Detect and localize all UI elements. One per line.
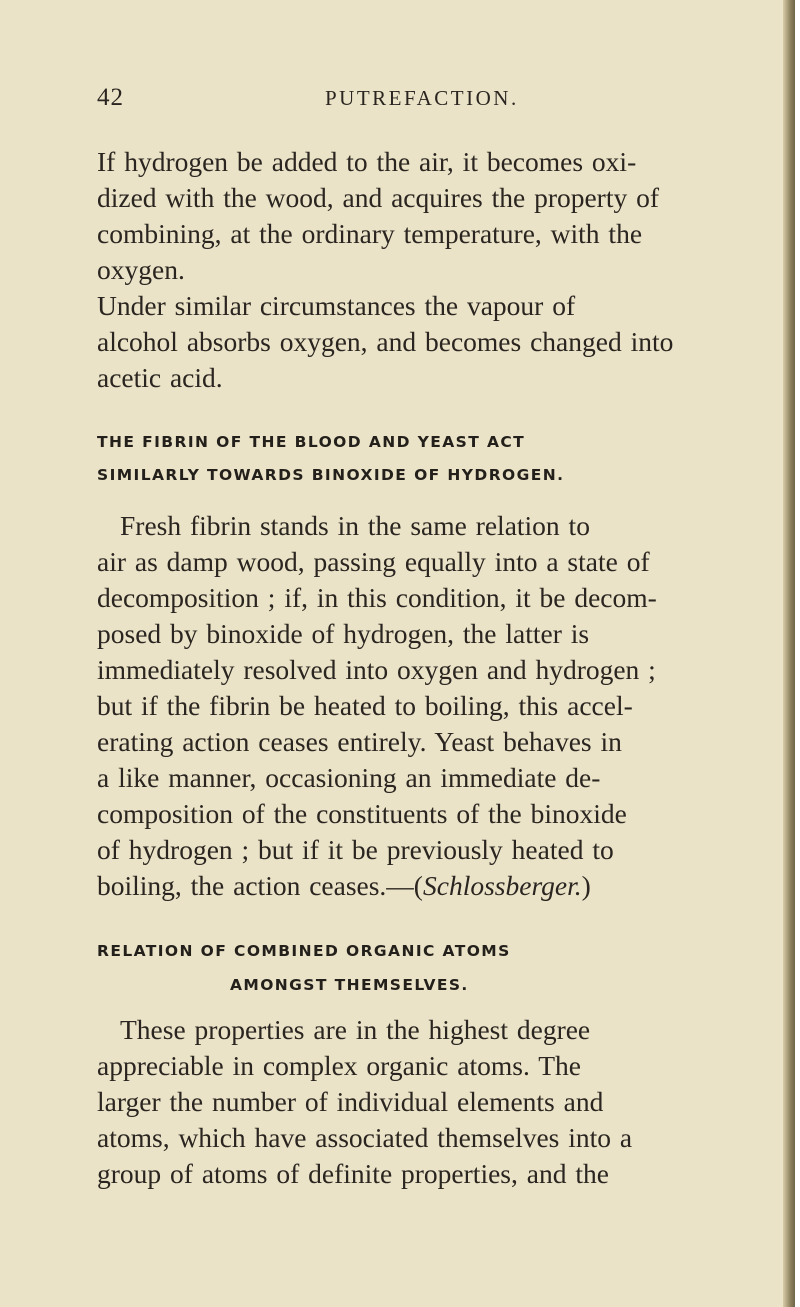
paragraph-3-line: immediately resolved into oxygen and hydrogen ; [97, 654, 656, 685]
paragraph-3-line-text: boiling, the action ceases.—( [97, 870, 423, 901]
paragraph-4-line: appreciable in complex organic atoms. The [97, 1050, 581, 1081]
paragraph-1-line: combining, at the ordinary temperature, with the [97, 218, 643, 249]
section-heading-line: AMONGST THEMSELVES. [230, 976, 469, 994]
paragraph-4-line: These properties are in the highest degree [120, 1014, 591, 1045]
paragraph-1-line: If hydrogen be added to the air, it becomes oxi- [97, 146, 637, 177]
paragraph-3-line: Fresh fibrin stands in the same relation to [120, 510, 590, 541]
paragraph-3-line: decomposition ; if, in this condition, it be decom- [97, 582, 657, 613]
paragraph-2-line: alcohol absorbs oxygen, and becomes changed into [97, 326, 674, 357]
paragraph-3-last-line [97, 870, 591, 902]
section-heading-line: RELATION OF COMBINED ORGANIC ATOMS [97, 942, 511, 960]
running-title: PUTREFACTION. [325, 86, 519, 110]
paragraph-3-line: composition of the constituents of the binoxide [97, 798, 627, 829]
paragraph-4-line: atoms, which have associated themselves into a [97, 1122, 633, 1153]
section-heading-line: THE FIBRIN OF THE BLOOD AND YEAST ACT [97, 433, 526, 451]
citation-close: ) [581, 870, 591, 901]
paragraph-3-line: posed by binoxide of hydrogen, the latter is [97, 618, 590, 649]
paragraph-3-line: a like manner, occasioning an immediate de- [97, 762, 601, 793]
paragraph-1-line: dized with the wood, and acquires the property of [97, 182, 660, 213]
paragraph-3-line: but if the fibrin be heated to boiling, this accel- [97, 690, 633, 721]
paragraph-3-line: erating action ceases entirely. Yeast behaves in [97, 726, 622, 757]
paragraph-1-line: oxygen. [97, 254, 185, 285]
paragraph-3-line: air as damp wood, passing equally into a state of [97, 546, 650, 577]
citation-author: Schlossberger. [422, 870, 582, 901]
page-edge-shadow [783, 0, 795, 1307]
paragraph-3-line: of hydrogen ; but if it be previously heated to [97, 834, 614, 865]
paragraph-4-line: larger the number of individual elements and [97, 1086, 604, 1117]
paragraph-2-line: acetic acid. [97, 362, 223, 393]
paragraph-2-line: Under similar circumstances the vapour of [97, 290, 576, 321]
page-number: 42 [97, 84, 124, 111]
paragraph-4-line: group of atoms of definite properties, and the [97, 1158, 609, 1189]
section-heading-line: SIMILARLY TOWARDS BINOXIDE OF HYDROGEN. [97, 466, 565, 484]
